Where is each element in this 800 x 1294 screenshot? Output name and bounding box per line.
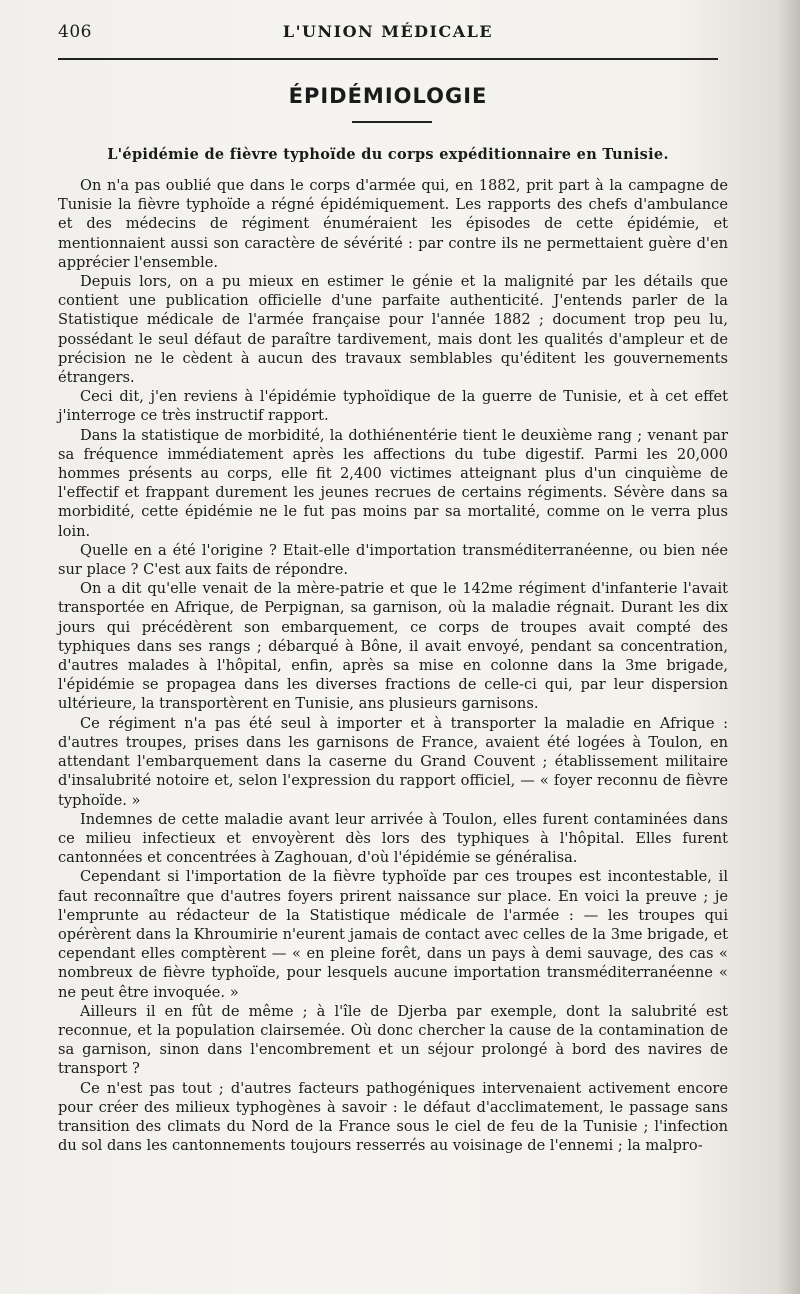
scan-edge-shadow <box>778 0 800 1294</box>
paragraph: On n'a pas oublié que dans le corps d'armée qui, en 1882, prit part à la campagne de Tunisie la fièvre typhoïde a régné épidémiquement. Les rapports des chefs d'ambulance et des médecins de régiment énuméraient les épisodes de cette épidémie, et mentionnaient aussi son caractère de sévérité : par contre ils ne permettaient guère d'en apprécier l'ensemble. <box>58 177 728 271</box>
paragraph: Ce n'est pas tout ; d'autres facteurs pathogéniques intervenaient activement encore pour créer des milieux typhogènes à savoir : le défaut d'acclimatement, le passage sans transition des climats du Nord de la France sous le ciel de feu de la Tunisie ; l'infection du sol dans les cantonnements toujours resserrés au voisinage de l'ennemi ; la malpro- <box>58 1079 728 1155</box>
section-title: ÉPIDÉMIOLOGIE <box>288 84 488 108</box>
paragraph: Dans la statistique de morbidité, la dothiénentérie tient le deuxième rang ; venant par sa fréquence immédiatement après les affections du tube digestif. Parmi les 20,000 hommes présents au corps, elle fit 2,400 victimes atteignant plus d'un cinquième de l'effectif et frappant durement les jeunes recrues de certains régiments. Sévère dans sa morbidité, cette épidémie ne le fut pas moins par sa mortalité, comme on le verra plus loin. <box>58 426 728 540</box>
paragraph: Ailleurs il en fût de même ; à l'île de Djerba par exemple, dont la salubrité est reconnue, et la population clairsemée. Où donc chercher la cause de la contamination de sa garnison, sinon dans l'encombrement et un séjour prolongé à bord des navires de transport ? <box>58 1002 728 1078</box>
page-number: 406 <box>58 22 92 42</box>
paragraph: Indemnes de cette maladie avant leur arrivée à Toulon, elles furent contaminées dans ce milieu infectieux et envoyèrent dès lors des typhiques à l'hôpital. Elles furent cantonnées et concentrées à Zaghouan, d'où l'épidémie se généralisa. <box>58 810 728 867</box>
paragraph: Ce régiment n'a pas été seul à importer et à transporter la maladie en Afrique : d'autres troupes, prises dans les garnisons de France, avaient été logées à Toulon, en attendant l'embarquement dans la caserne du Grand Couvent ; établissement militaire d'insalubrité notoire et, selon l'expression du rapport officiel, — « foyer reconnu de fièvre typhoïde. » <box>58 714 728 809</box>
paragraph: Ceci dit, j'en reviens à l'épidémie typhoïdique de la guerre de Tunisie, et à cet effet j'interroge ce très instructif rapport. <box>58 388 728 425</box>
paragraph: Cependant si l'importation de la fièvre typhoïde par ces troupes est incontestable, il faut reconnaître que d'autres foyers prirent naissance sur place. En voici la preuve ; je l'emprunte au rédacteur de la Statistique médicale de l'armée : — les troupes qui opérèrent dans la Khroumirie n'eurent jamais de contact avec celles de la 3me brigade, et cependant elles comptèrent — « en pleine forêt, dans un pays à demi sauvage, des cas « nombreux de fièvre typhoïde, pour lesquels aucune importation transméditerranéenne « ne peut être invoquée. » <box>58 868 728 1001</box>
paragraph: Quelle en a été l'origine ? Etait-elle d'importation transméditerranéenne, ou bien née sur place ? C'est aux faits de répondre. <box>58 541 728 579</box>
article-body <box>58 176 728 1155</box>
header-rule <box>58 58 718 60</box>
article-title: L'épidémie de fièvre typhoïde du corps expéditionnaire en Tunisie. <box>107 146 669 163</box>
paragraph: Depuis lors, on a pu mieux en estimer le génie et la malignité par les détails que contient une publication officielle d'une parfaite authenticité. J'entends parler de la Statistique médicale de l'armée française pour l'année 1882 ; document trop peu lu, possédant le seul défaut de paraître tardivement, mais dont les qualités d'ampleur et de précision ne le cèdent à aucun des travaux semblables qu'éditent les gouvernements étrangers. <box>58 273 728 387</box>
page-header <box>58 22 718 46</box>
paragraph: On a dit qu'elle venait de la mère-patrie et que le 142me régiment d'infanterie l'avait transportée en Afrique, de Perpignan, sa garnison, où la maladie régnait. Durant les dix jours qui précédèrent son embarquement, ce corps de troupes avait compté des typhiques dans ses rangs ; débarqué à Bône, il avait envoyé, pendant sa concentration, d'autres malades à l'hôpital, enfin, après sa mise en colonne dans la 3me brigade, l'épidémie se propagea dans les diverses fractions de celle-ci qui, par leur dispersion ultérieure, la transportèrent en Tunisie, ans plusieurs garnisons. <box>58 580 728 713</box>
running-title: L'UNION MÉDICALE <box>282 22 494 41</box>
title-rule <box>352 121 432 123</box>
